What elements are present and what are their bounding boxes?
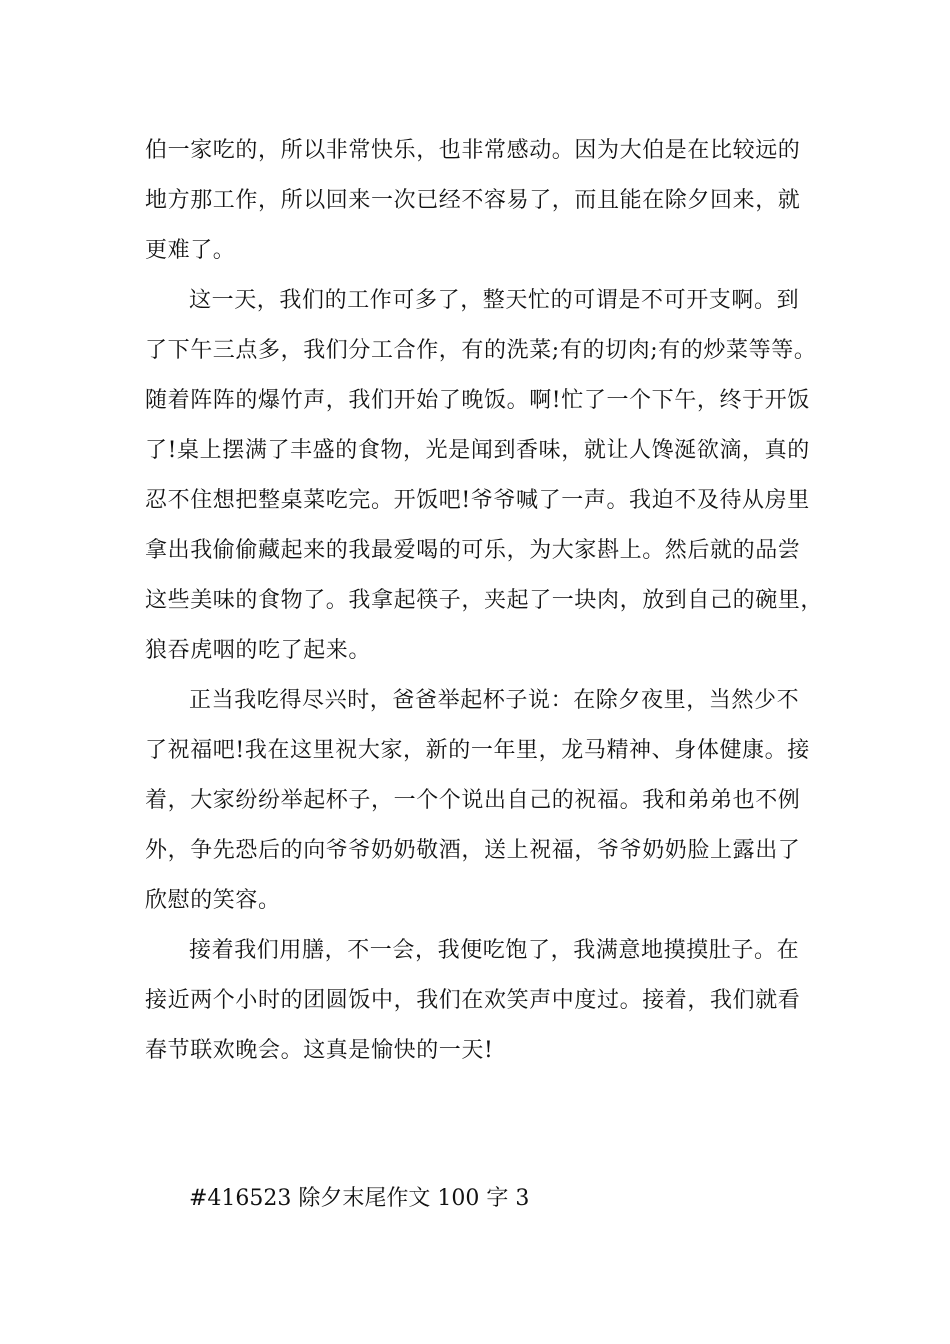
paragraph-2-line-5: 忍不住想把整桌菜吃完。开饭吧!爷爷喊了一声。我迫不及待从房里 (145, 488, 810, 513)
paragraph-2-line-7: 这些美味的食物了。我拿起筷子，夹起了一块肉，放到自己的碗里， (145, 588, 824, 613)
paragraph-4-line-2: 接近两个小时的团圆饭中，我们在欢笑声中度过。接着，我们就看 (145, 988, 801, 1013)
paragraph-2-line-2: 了下午三点多，我们分工合作，有的洗菜;有的切肉;有的炒菜等等。 (145, 338, 817, 363)
paragraph-4-line-1: 接着我们用膳，不一会，我便吃饱了，我满意地摸摸肚子。在 (189, 938, 800, 963)
paragraph-2-line-3: 随着阵阵的爆竹声，我们开始了晚饭。啊!忙了一个下午，终于开饭 (145, 388, 810, 413)
paragraph-3-line-2: 了祝福吧!我在这里祝大家，新的一年里，龙马精神、身体健康。接 (145, 738, 810, 763)
paragraph-1-line-2: 地方那工作，所以回来一次已经不容易了，而且能在除夕回来，就 (145, 188, 801, 213)
next-section-heading: #416523 除夕末尾作文 100 字 3 (189, 1186, 530, 1211)
paragraph-4-line-3: 春节联欢晚会。这真是愉快的一天! (145, 1038, 494, 1063)
paragraph-3-line-5: 欣慰的笑容。 (145, 888, 281, 913)
paragraph-2-line-8: 狼吞虎咽的吃了起来。 (145, 638, 372, 663)
paragraph-2-line-1: 这一天，我们的工作可多了，整天忙的可谓是不可开支啊。到 (189, 288, 800, 313)
paragraph-3-line-3: 着，大家纷纷举起杯子，一个个说出自己的祝福。我和弟弟也不例 (145, 788, 801, 813)
paragraph-3-line-4: 外，争先恐后的向爷爷奶奶敬酒，送上祝福，爷爷奶奶脸上露出了 (145, 838, 801, 863)
paragraph-1-line-1: 伯一家吃的，所以非常快乐，也非常感动。因为大伯是在比较远的 (145, 138, 801, 163)
paragraph-2-line-6: 拿出我偷偷藏起来的我最爱喝的可乐，为大家斟上。然后就的品尝 (145, 538, 801, 563)
paragraph-1-line-3: 更难了。 (145, 238, 236, 263)
paragraph-3-line-1: 正当我吃得尽兴时，爸爸举起杯子说：在除夕夜里，当然少不 (189, 688, 800, 713)
paragraph-2-line-4: 了!桌上摆满了丰盛的食物，光是闻到香味，就让人馋涎欲滴，真的 (145, 438, 810, 463)
